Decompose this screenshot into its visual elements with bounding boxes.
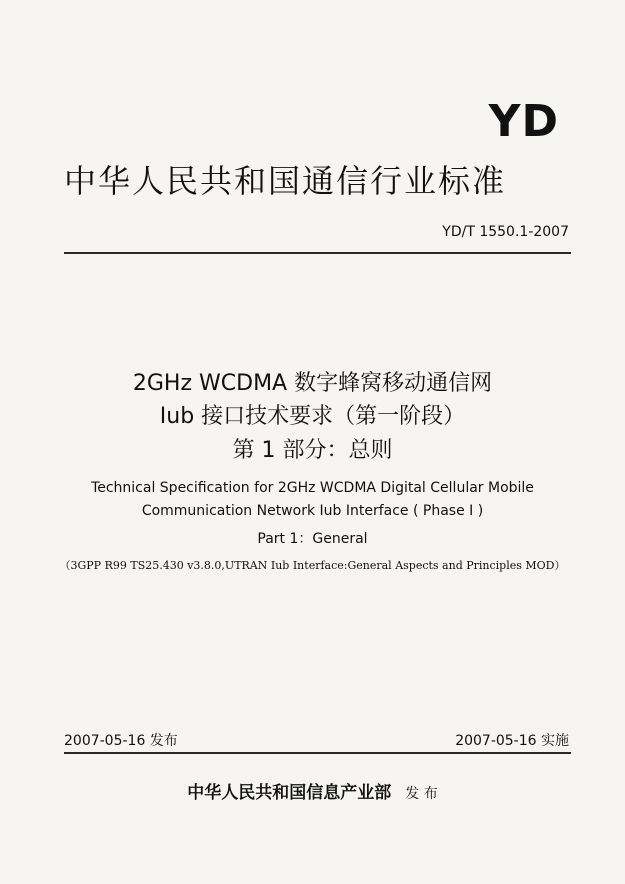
title-cn-line-2: Iub 接口技术要求（第一阶段）	[159, 404, 466, 429]
implement-date: 2007-05-16 实施	[455, 733, 569, 749]
standard-number: YD/T 1550.1-2007	[442, 224, 569, 240]
source-spec-reference: （3GPP R99 TS25.430 v3.8.0,UTRAN Iub Interface:General Aspects and Principles MOD）	[59, 559, 566, 572]
title-cn-line-3: 第 1 部分：总则	[232, 438, 393, 463]
standard-category-title: 中华人民共和国通信行业标准	[64, 162, 507, 200]
title-en-line-1: Technical Specification for 2GHz WCDMA Digital Cellular Mobile	[91, 480, 534, 496]
issuer-action: 发 布	[405, 786, 438, 802]
yd-logo: YD	[488, 96, 559, 147]
title-en-line-2: Communication Network Iub Interface ( Phase I )	[141, 503, 484, 519]
title-cn-line-1: 2GHz WCDMA 数字蜂窝移动通信网	[132, 371, 493, 396]
issuer-line	[0, 778, 625, 803]
top-divider	[64, 252, 571, 254]
publish-date: 2007-05-16 发布	[64, 733, 178, 749]
title-en-line-3: Part 1：General	[257, 531, 368, 547]
issuer-name: 中华人民共和国信息产业部	[187, 783, 392, 803]
bottom-divider	[64, 752, 571, 754]
